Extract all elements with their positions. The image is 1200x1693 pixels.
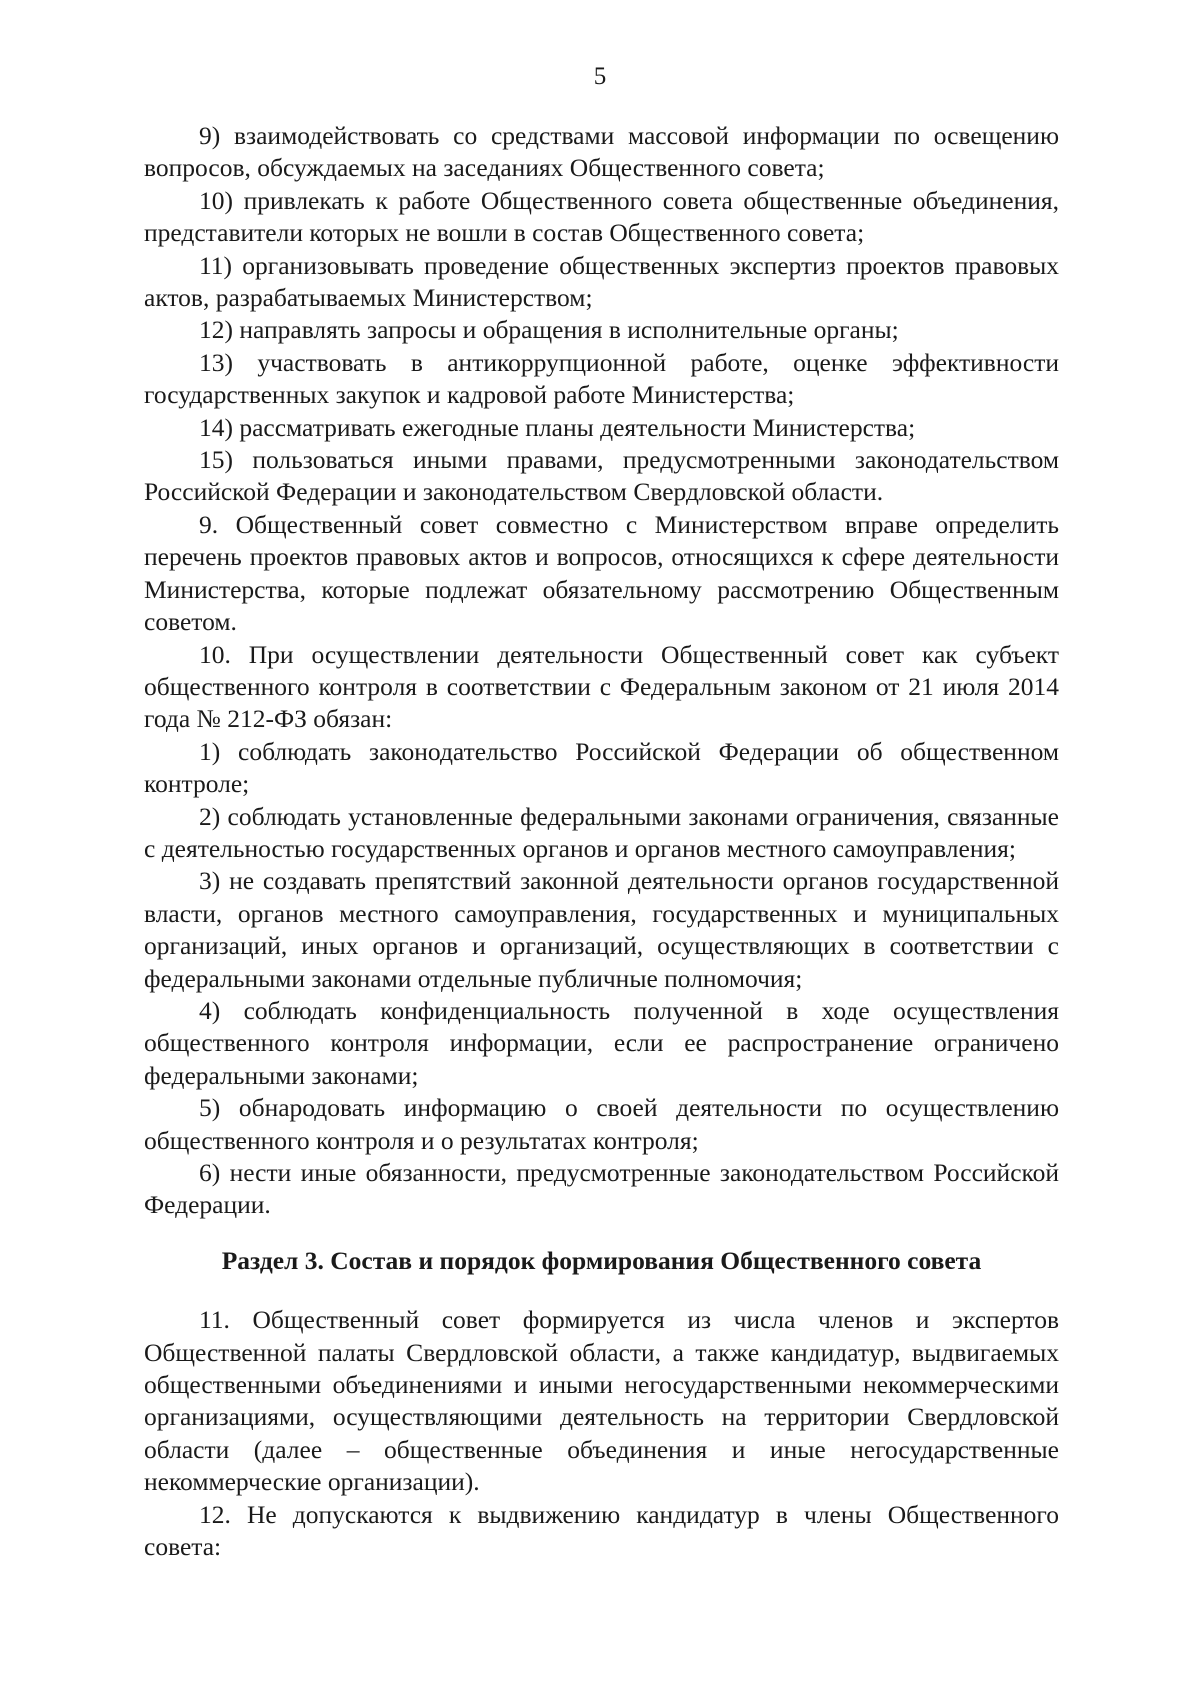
paragraph-duty-2: 2) соблюдать установленные федеральными законами ограничения, связанные с деятельностью государственных органов и органов местного самоуправления; [144, 801, 1059, 863]
paragraph-rights-14: 14) рассматривать ежегодные планы деятельности Министерства; [199, 412, 916, 442]
paragraph-duty-1: 1) соблюдать законодательство Российской Федерации об общественном контроле; [144, 736, 1059, 799]
paragraph-rights-10: 10) привлекать к работе Общественного совета общественные объединения, представители которых не вошли в состав Общественного совета; [144, 185, 1059, 248]
section-heading: Раздел 3. Состав и порядок формирования Общественного совета [221, 1245, 982, 1275]
paragraph-rights-13: 13) участвовать в антикоррупционной работе, оценке эффективности государственных закупок и кадровой работе Министерства; [144, 347, 1059, 410]
paragraph-duty-5: 5) обнародовать информацию о своей деятельности по осуществлению общественного контроля и о результатах контроля; [144, 1093, 1059, 1155]
page-number: 5 [593, 63, 607, 90]
paragraph-duty-4: 4) соблюдать конфиденциальность полученной в ходе осуществления общественного контроля информации, если ее распространение ограничено федеральными законами; [144, 995, 1059, 1090]
paragraph-clause-11: 11. Общественный совет формируется из числа членов и экспертов Общественной палаты Свердловской области, а также кандидатур, выдвигаемых общественными объединениями и иными негосударственными некоммерческими организациями, осуществляющими деятельность на территории Свердловской области (далее – общественные объединения и иные негосударственные некоммерческие организации). [144, 1305, 1059, 1497]
paragraph-clause-10: 10. При осуществлении деятельности Общественный совет как субъект общественного контроля в соответствии с Федеральным законом от 21 июля 2014 года № 212-ФЗ обязан: [144, 639, 1059, 734]
paragraph-rights-11: 11) организовывать проведение общественных экспертиз проектов правовых актов, разрабатываемых Министерством; [144, 250, 1059, 313]
paragraph-duty-6: 6) нести иные обязанности, предусмотренные законодательством Российской Федерации. [144, 1158, 1059, 1220]
paragraph-rights-9: 9) взаимодействовать со средствами массовой информации по освещению вопросов, обсуждаемых на заседаниях Общественного совета; [144, 121, 1059, 183]
paragraph-clause-12: 12. Не допускаются к выдвижению кандидатур в члены Общественного совета: [144, 1499, 1059, 1562]
paragraph-duty-3: 3) не создавать препятствий законной деятельности органов государственной власти, органов местного самоуправления, государственных и муниципальных организаций, иных органов и организаций, осуществляющих в соответствии с федеральными законами отдельные публичные полномочия; [144, 866, 1059, 993]
paragraph-rights-12: 12) направлять запросы и обращения в исполнительные органы; [199, 315, 899, 345]
paragraph-clause-9: 9. Общественный совет совместно с Министерством вправе определить перечень проектов правовых актов и вопросов, относящихся к сфере деятельности Министерства, которые подлежат обязательному рассмотрению Общественным советом. [144, 509, 1059, 637]
document-body [144, 120, 1059, 1563]
paragraph-rights-15: 15) пользоваться иными правами, предусмотренными законодательством Российской Федерации и законодательством Свердловской области. [144, 445, 1059, 507]
